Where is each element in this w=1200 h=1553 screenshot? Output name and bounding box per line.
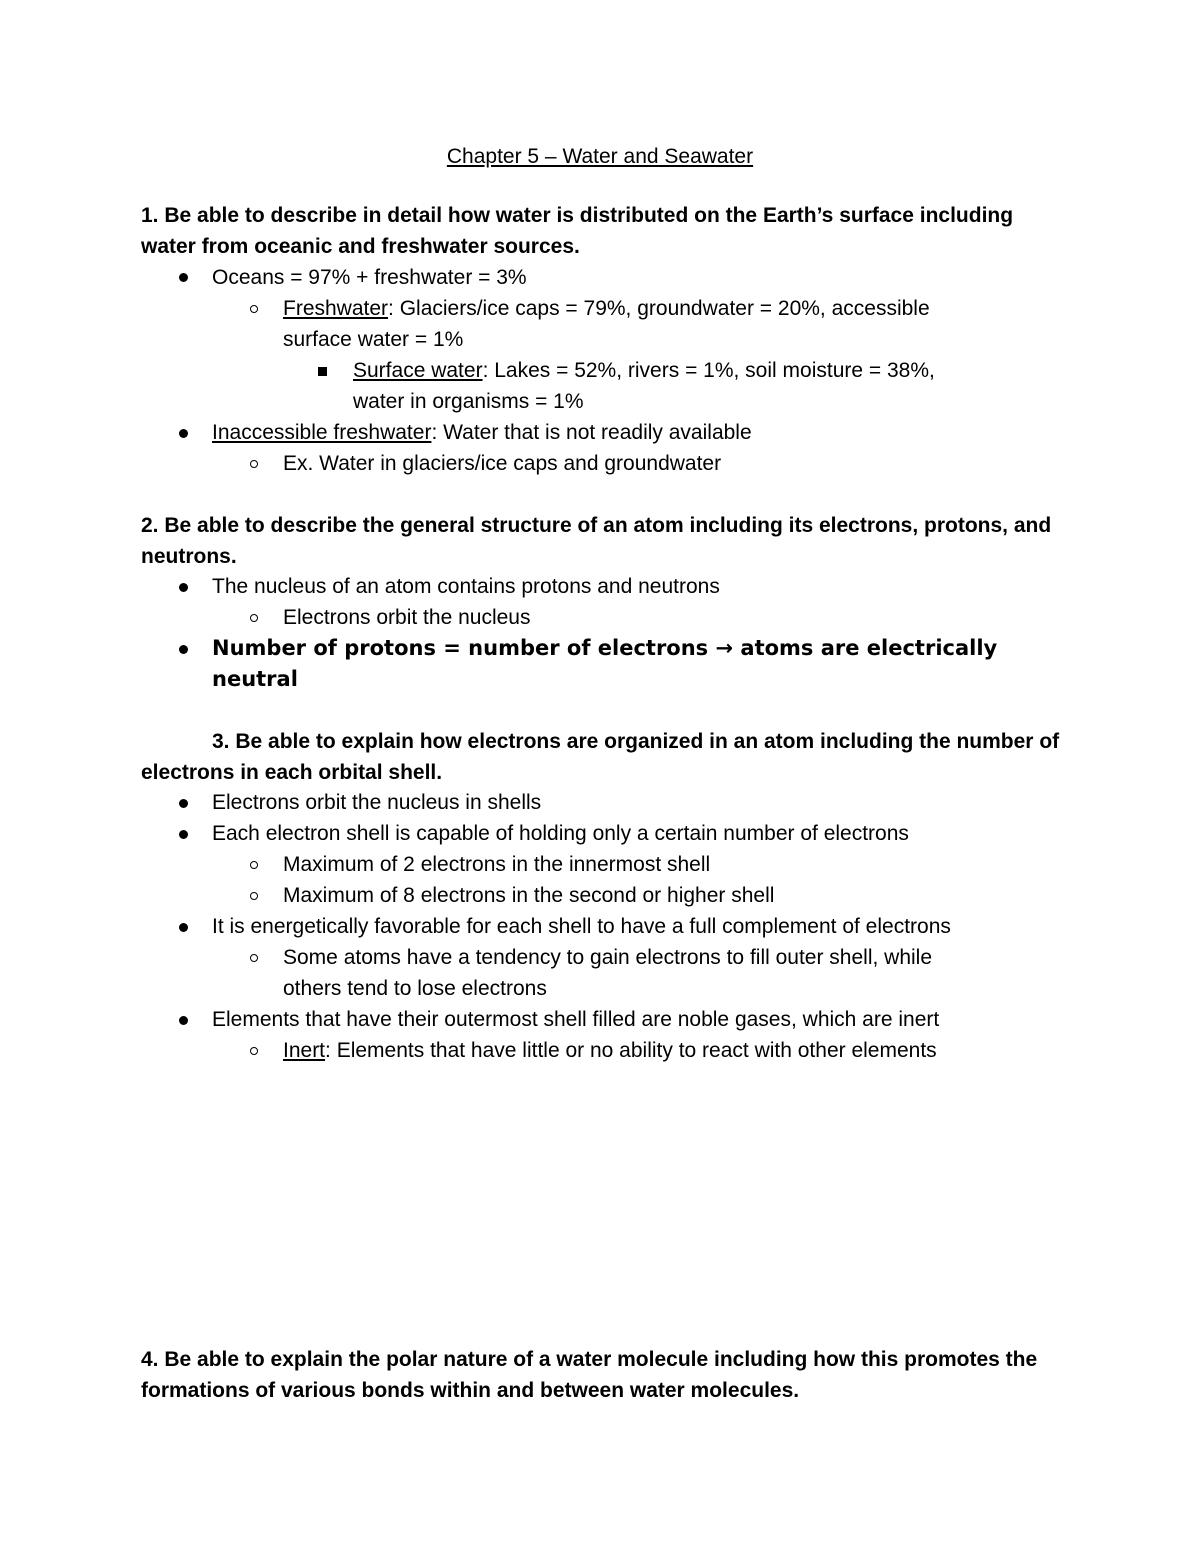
q2-bullet-neutral-cont: neutral	[212, 667, 298, 691]
surface-water-term: Surface water	[353, 359, 483, 382]
question-2-heading: 2. Be able to describe the general structure of an atom including its electrons, protons, and neutrons.	[141, 514, 1052, 568]
bullet-icon	[179, 1016, 188, 1025]
hollow-bullet-icon	[250, 1047, 258, 1055]
q1-bullet-oceans: Oceans = 97% + freshwater = 3%	[212, 266, 527, 289]
page-title	[0, 141, 1200, 172]
q3-sub-gain-lose: Some atoms have a tendency to gain electrons to fill outer shell, while	[283, 946, 933, 969]
inaccessible-desc: : Water that is not readily available	[431, 421, 752, 444]
q1-sub-example: Ex. Water in glaciers/ice caps and groundwater	[283, 452, 722, 475]
q1-subsub-surface-water-cont: water in organisms = 1%	[353, 390, 584, 413]
hollow-bullet-icon	[250, 305, 258, 313]
title-text: Chapter 5 – Water and Seawater	[446, 145, 754, 168]
question-4-heading: 4. Be able to explain the polar nature of a water molecule including how this promotes the formations of various bonds within and between water molecules.	[141, 1348, 1038, 1402]
q3-bullet-favorable: It is energetically favorable for each shell to have a full complement of electrons	[212, 915, 951, 938]
q1-sub-freshwater	[283, 293, 930, 324]
square-bullet-icon	[318, 367, 327, 376]
q1-sub-freshwater-cont: surface water = 1%	[283, 328, 464, 351]
q3-sub-inert	[283, 1035, 937, 1066]
q3-sub-max-2: Maximum of 2 electrons in the innermost shell	[283, 853, 711, 876]
q2-bullet-neutral: Number of protons = number of electrons → atoms are electrically	[212, 636, 998, 660]
hollow-bullet-icon	[250, 614, 258, 622]
hollow-bullet-icon	[250, 892, 258, 900]
question-3-heading: 3. Be able to explain how electrons are organized in an atom including the number of electrons in each orbital shell.	[141, 730, 1060, 784]
q3-bullet-noble-gases: Elements that have their outermost shell filled are noble gases, which are inert	[212, 1008, 940, 1031]
question-1-heading: 1. Be able to describe in detail how water is distributed on the Earth’s surface including water from oceanic and freshwater sources.	[141, 204, 1014, 258]
q1-bullet-inaccessible	[212, 417, 752, 448]
freshwater-term: Freshwater	[283, 297, 389, 320]
inert-desc: : Elements that have little or no ability to react with other elements	[325, 1039, 937, 1062]
q3-sub-gain-lose-cont: others tend to lose electrons	[283, 977, 547, 1000]
hollow-bullet-icon	[250, 861, 258, 869]
bullet-icon	[179, 923, 188, 932]
bullet-icon	[179, 429, 188, 438]
q3-sub-max-8: Maximum of 8 electrons in the second or higher shell	[283, 884, 775, 907]
inert-term: Inert	[283, 1039, 326, 1062]
q3-bullet-capacity: Each electron shell is capable of holding only a certain number of electrons	[212, 822, 909, 845]
q2-bullet-nucleus: The nucleus of an atom contains protons and neutrons	[212, 575, 720, 598]
bullet-icon	[179, 583, 188, 592]
q1-subsub-surface-water	[353, 355, 935, 386]
bullet-icon	[179, 830, 188, 839]
bullet-icon	[179, 645, 188, 654]
freshwater-desc: : Glaciers/ice caps = 79%, groundwater = 20%, accessible	[388, 297, 930, 320]
bullet-icon	[179, 799, 188, 808]
bullet-icon	[179, 273, 188, 282]
q3-bullet-shells: Electrons orbit the nucleus in shells	[212, 791, 542, 814]
hollow-bullet-icon	[250, 460, 258, 468]
inaccessible-term: Inaccessible freshwater	[212, 421, 432, 444]
q2-sub-electrons: Electrons orbit the nucleus	[283, 606, 531, 629]
hollow-bullet-icon	[250, 954, 258, 962]
surface-water-desc: : Lakes = 52%, rivers = 1%, soil moisture = 38%,	[482, 359, 935, 382]
